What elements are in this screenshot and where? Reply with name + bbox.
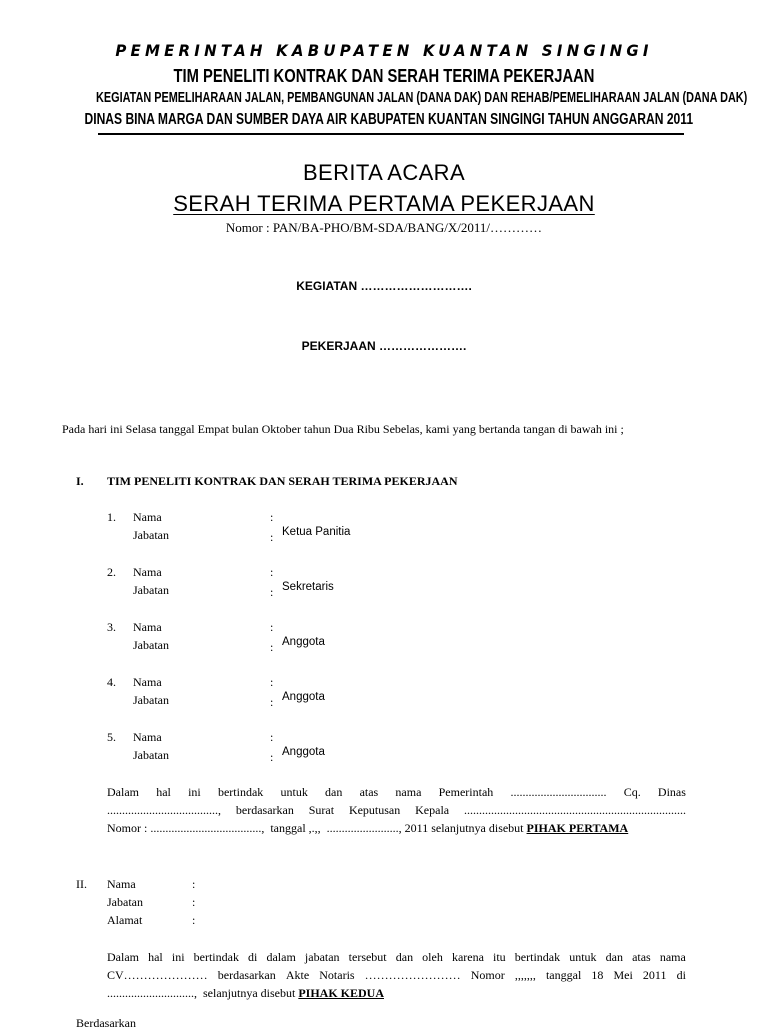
para-word: dan <box>605 950 623 964</box>
para-word: atas <box>632 950 651 964</box>
member-colon: : <box>270 750 274 764</box>
para-line <box>107 801 686 819</box>
para-word: atas <box>359 785 379 799</box>
para-word: dan <box>395 950 414 964</box>
para-word: tanggal <box>545 968 582 982</box>
member-colon: : <box>270 620 274 634</box>
member-title-label: Jabatan <box>133 693 169 707</box>
member-colon: : <box>270 695 274 709</box>
member-colon: : <box>270 565 274 579</box>
para-word: nama <box>659 950 686 964</box>
member-role: Ketua Panitia <box>282 526 351 538</box>
para-word: Nomor <box>470 968 505 982</box>
letterhead-department: DINAS BINA MARGA DAN SUMBER DAYA AIR KABUPATEN KUANTAN SINGINGI TAHUN ANGGARAN 2011 <box>84 111 694 128</box>
member-role: Anggota <box>282 746 325 758</box>
member-title-label: Jabatan <box>133 583 169 597</box>
para-word: Dalam <box>107 785 139 799</box>
para-word: Kepala <box>415 803 450 817</box>
intro-paragraph: Pada hari ini Selasa tanggal Empat bulan Oktober tahun Dua Ribu Sebelas, kami yang bertanda tangan di bawah ini ; <box>62 422 624 436</box>
letterhead-government: PEMERINTAH KABUPATEN KUANTAN SINGINGI <box>115 41 653 61</box>
para-word: hal <box>156 785 171 799</box>
member-number: 1. <box>107 510 116 524</box>
para-word: tersebut <box>348 950 387 964</box>
member-colon: : <box>270 510 274 524</box>
para-word: bertindak <box>217 785 264 799</box>
member-role: Anggota <box>282 636 325 648</box>
para-word: dan <box>325 785 343 799</box>
para-word: hal <box>148 950 163 964</box>
para-word: jabatan <box>304 950 340 964</box>
para-word: …………………… <box>364 968 461 982</box>
letterhead-activities: KEGIATAN PEMELIHARAAN JALAN, PEMBANGUNAN JALAN (DANA DAK) DAN REHAB/PEMELIHARAAN JALAN (DANA DAK) <box>96 90 748 106</box>
para-word: di <box>248 950 258 964</box>
para-word: bertindak <box>193 950 239 964</box>
section2-address-label: Alamat <box>107 913 143 927</box>
member-title-label: Jabatan <box>133 638 169 652</box>
member-role: Anggota <box>282 691 325 703</box>
pihak-pertama-label: PIHAK PERTAMA <box>526 821 629 835</box>
member-title-label: Jabatan <box>133 748 169 762</box>
para-word: ................................ <box>510 785 607 799</box>
section2-colon: : <box>192 877 196 891</box>
member-colon: : <box>270 585 274 599</box>
pekerjaan-line: PEKERJAAN …………………. <box>301 339 467 353</box>
member-number: 2. <box>107 565 116 579</box>
member-colon: : <box>270 675 274 689</box>
para-word: dalam <box>266 950 296 964</box>
member-number: 3. <box>107 620 116 634</box>
para-word: ini <box>188 785 201 799</box>
para-word: Mei <box>613 968 633 982</box>
member-colon: : <box>270 530 274 544</box>
doc-number: Nomor : PAN/BA-PHO/BM-SDA/BANG/X/2011/………… <box>225 220 543 235</box>
para-word: Akte <box>285 968 310 982</box>
para-word: itu <box>493 950 506 964</box>
para-word: untuk <box>569 950 597 964</box>
doc-subtitle-text: SERAH TERIMA PERTAMA PEKERJAAN <box>173 191 595 216</box>
para-word: Surat <box>308 803 335 817</box>
pihak-kedua-label: PIHAK KEDUA <box>298 986 384 1000</box>
para-word: Keputusan <box>348 803 401 817</box>
para-word: untuk <box>280 785 308 799</box>
para-word: ,,,,,,, <box>514 968 536 982</box>
letterhead-rule <box>98 133 684 135</box>
kegiatan-line: KEGIATAN ………………………. <box>296 279 472 293</box>
member-number: 4. <box>107 675 116 689</box>
para-word: berdasarkan <box>235 803 294 817</box>
para-word: CV………………… <box>107 968 208 982</box>
section2-title-label: Jabatan <box>107 895 143 909</box>
para-word: karena <box>451 950 484 964</box>
para-word: ....................................., <box>107 803 221 817</box>
section1-title: TIM PENELITI KONTRAK DAN SERAH TERIMA PEKERJAAN <box>107 474 458 488</box>
para-text: ............................., selanjutnya disebut <box>107 986 299 1000</box>
para-word: Cq. <box>623 785 641 799</box>
para-word: .......................................................................... <box>464 803 686 817</box>
section2-name-label: Nama <box>107 877 136 891</box>
member-title-label: Jabatan <box>133 528 169 542</box>
section2-numeral: II. <box>76 877 87 891</box>
para-word: Pemerintah <box>438 785 494 799</box>
member-name-label: Nama <box>133 675 162 689</box>
member-name-label: Nama <box>133 565 162 579</box>
para-text: Nomor : ....................................., tanggal ,.,, ........................, 2011 selanjutnya disebut <box>107 821 527 835</box>
para-line <box>107 819 686 837</box>
para-word: oleh <box>422 950 443 964</box>
para-word: Dinas <box>657 785 686 799</box>
section2-colon: : <box>192 913 196 927</box>
para-word: Notaris <box>319 968 355 982</box>
para-line <box>107 984 686 1002</box>
member-name-label: Nama <box>133 620 162 634</box>
section2-colon: : <box>192 895 196 909</box>
member-number: 5. <box>107 730 116 744</box>
member-name-label: Nama <box>133 510 162 524</box>
member-colon: : <box>270 730 274 744</box>
section1-numeral: I. <box>76 474 84 488</box>
para-word: di <box>676 968 686 982</box>
para-word: 2011 <box>642 968 667 982</box>
para-word: nama <box>395 785 422 799</box>
para-word: Dalam <box>107 950 139 964</box>
doc-subtitle <box>0 191 768 217</box>
para-word: 18 <box>591 968 604 982</box>
member-role: Sekretaris <box>282 581 334 593</box>
section2-paragraph <box>107 948 686 1002</box>
member-name-label: Nama <box>133 730 162 744</box>
para-word: bertindak <box>514 950 561 964</box>
para-word: ini <box>171 950 185 964</box>
doc-title: BERITA ACARA <box>302 160 466 185</box>
para-line <box>107 966 686 984</box>
section1-paragraph <box>107 783 686 837</box>
para-line <box>107 783 686 801</box>
cutoff-text: Berdasarkan <box>76 1016 136 1030</box>
member-colon: : <box>270 640 274 654</box>
para-word: berdasarkan <box>217 968 276 982</box>
letterhead-team: TIM PENELITI KONTRAK DAN SERAH TERIMA PEKERJAAN <box>173 66 595 86</box>
para-line <box>107 948 686 966</box>
